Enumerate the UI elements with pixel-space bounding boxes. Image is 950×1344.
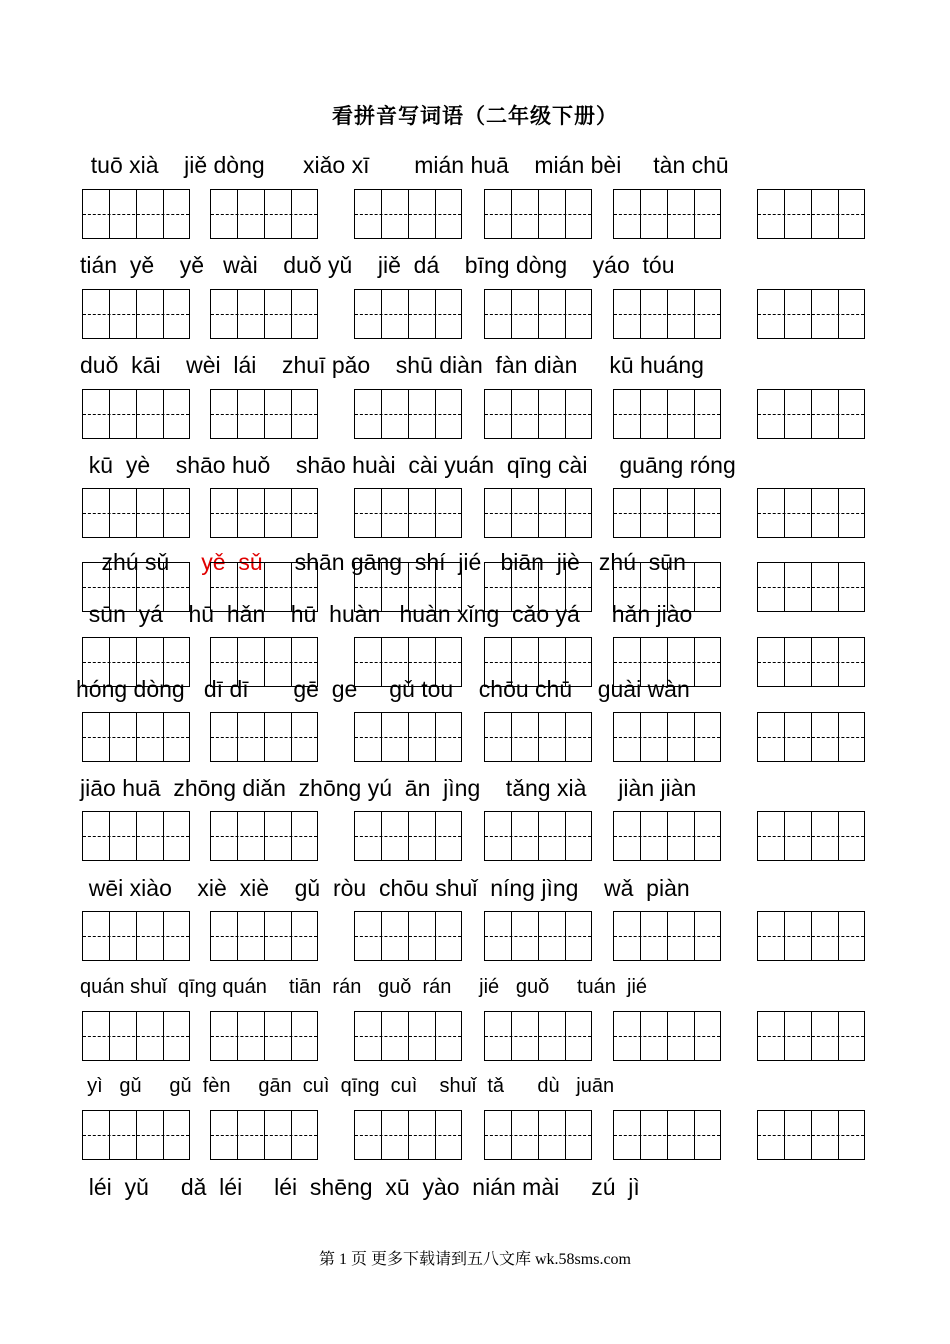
- grid-midline: [211, 513, 317, 514]
- writing-box[interactable]: [757, 189, 865, 239]
- grid-midline: [83, 414, 189, 415]
- writing-box[interactable]: [82, 488, 190, 538]
- writing-box[interactable]: [757, 289, 865, 339]
- writing-box[interactable]: [354, 389, 462, 439]
- writing-box[interactable]: [613, 811, 721, 861]
- writing-box[interactable]: [210, 488, 318, 538]
- writing-box[interactable]: [354, 911, 462, 961]
- grid-midline: [355, 737, 461, 738]
- grid-midline: [211, 936, 317, 937]
- writing-box[interactable]: [354, 189, 462, 239]
- writing-box[interactable]: [210, 911, 318, 961]
- writing-box[interactable]: [82, 1011, 190, 1061]
- writing-box[interactable]: [354, 637, 462, 687]
- writing-box[interactable]: [757, 811, 865, 861]
- writing-box[interactable]: [354, 562, 462, 612]
- writing-box[interactable]: [484, 562, 592, 612]
- pinyin-row-1: tuō xià jiě dòng xiǎo xī mián huā mián bèi tàn chū: [78, 152, 729, 178]
- writing-box[interactable]: [613, 562, 721, 612]
- writing-box[interactable]: [484, 1011, 592, 1061]
- grid-midline: [355, 214, 461, 215]
- grid-midline: [485, 414, 591, 415]
- writing-box[interactable]: [757, 562, 865, 612]
- grid-midline: [485, 662, 591, 663]
- grid-midline: [355, 587, 461, 588]
- grid-midline: [758, 737, 864, 738]
- writing-box[interactable]: [354, 1011, 462, 1061]
- writing-box[interactable]: [757, 1011, 865, 1061]
- grid-midline: [355, 936, 461, 937]
- grid-midline: [355, 836, 461, 837]
- grid-midline: [83, 936, 189, 937]
- grid-midline: [83, 662, 189, 663]
- grid-midline: [211, 314, 317, 315]
- writing-box[interactable]: [484, 488, 592, 538]
- grid-midline: [211, 1135, 317, 1136]
- grid-midline: [211, 737, 317, 738]
- grid-midline: [614, 1135, 720, 1136]
- grid-midline: [758, 214, 864, 215]
- pinyin-row-5-start: zhú sǔ: [88, 549, 202, 575]
- writing-box[interactable]: [82, 562, 190, 612]
- grid-midline: [614, 414, 720, 415]
- grid-midline: [614, 214, 720, 215]
- grid-midline: [758, 314, 864, 315]
- writing-box[interactable]: [354, 488, 462, 538]
- writing-box[interactable]: [82, 389, 190, 439]
- writing-box[interactable]: [484, 811, 592, 861]
- grid-midline: [211, 414, 317, 415]
- pinyin-row-2: tián yě yě wài duǒ yǔ jiě dá bīng dòng yáo tóu: [80, 252, 675, 278]
- grid-midline: [485, 1036, 591, 1037]
- grid-midline: [355, 1036, 461, 1037]
- writing-box[interactable]: [757, 637, 865, 687]
- writing-box[interactable]: [613, 389, 721, 439]
- writing-box[interactable]: [484, 289, 592, 339]
- writing-box[interactable]: [354, 1110, 462, 1160]
- page-footer: 第 1 页 更多下载请到五八文库 wk.58sms.com: [318, 1251, 631, 1268]
- writing-box[interactable]: [82, 811, 190, 861]
- writing-box[interactable]: [210, 389, 318, 439]
- grid-midline: [758, 662, 864, 663]
- grid-midline: [355, 1135, 461, 1136]
- writing-box[interactable]: [757, 488, 865, 538]
- writing-box[interactable]: [210, 1011, 318, 1061]
- pinyin-row-9: wēi xiào xiè xiè gǔ ròu chōu shuǐ níng jìng wǎ piàn: [76, 875, 690, 901]
- writing-box[interactable]: [613, 289, 721, 339]
- grid-midline: [83, 214, 189, 215]
- writing-box[interactable]: [613, 637, 721, 687]
- grid-midline: [211, 836, 317, 837]
- writing-box[interactable]: [757, 389, 865, 439]
- grid-midline: [485, 587, 591, 588]
- writing-box[interactable]: [82, 911, 190, 961]
- grid-midline: [355, 314, 461, 315]
- grid-midline: [485, 214, 591, 215]
- grid-midline: [485, 314, 591, 315]
- writing-box[interactable]: [757, 911, 865, 961]
- grid-midline: [485, 1135, 591, 1136]
- pinyin-row-3: duǒ kāi wèi lái zhuī pǎo shū diàn fàn diàn kū huáng: [80, 352, 704, 378]
- writing-box[interactable]: [354, 289, 462, 339]
- grid-midline: [83, 1135, 189, 1136]
- writing-box[interactable]: [354, 712, 462, 762]
- grid-midline: [83, 587, 189, 588]
- grid-midline: [83, 314, 189, 315]
- writing-box[interactable]: [210, 289, 318, 339]
- pinyin-row-5-end: shān gāng shí jié biān jiè zhú sūn: [262, 549, 686, 575]
- writing-box[interactable]: [484, 389, 592, 439]
- grid-midline: [355, 662, 461, 663]
- grid-midline: [614, 587, 720, 588]
- writing-box[interactable]: [82, 1110, 190, 1160]
- grid-midline: [758, 513, 864, 514]
- writing-box[interactable]: [82, 712, 190, 762]
- writing-box[interactable]: [210, 712, 318, 762]
- writing-box[interactable]: [613, 189, 721, 239]
- writing-box[interactable]: [484, 712, 592, 762]
- grid-midline: [83, 836, 189, 837]
- writing-box[interactable]: [484, 637, 592, 687]
- grid-midline: [614, 936, 720, 937]
- grid-midline: [355, 513, 461, 514]
- grid-midline: [485, 513, 591, 514]
- writing-box[interactable]: [82, 189, 190, 239]
- grid-midline: [614, 513, 720, 514]
- pinyin-row-12: léi yǔ dǎ léi léi shēng xū yào nián mài zú jì: [76, 1174, 640, 1200]
- grid-midline: [83, 513, 189, 514]
- grid-midline: [758, 414, 864, 415]
- writing-box[interactable]: [210, 637, 318, 687]
- writing-box[interactable]: [757, 1110, 865, 1160]
- highlighted-pinyin: yě sǔ: [201, 549, 263, 575]
- grid-midline: [211, 587, 317, 588]
- writing-box[interactable]: [613, 712, 721, 762]
- writing-box[interactable]: [613, 488, 721, 538]
- writing-box[interactable]: [210, 811, 318, 861]
- grid-midline: [485, 836, 591, 837]
- pinyin-row-6: sūn yá hū hǎn hū huàn huàn xǐng cǎo yá hǎn jiào: [76, 601, 693, 627]
- grid-midline: [83, 737, 189, 738]
- writing-box[interactable]: [354, 811, 462, 861]
- grid-midline: [758, 936, 864, 937]
- writing-box[interactable]: [613, 1011, 721, 1061]
- grid-midline: [211, 214, 317, 215]
- grid-midline: [211, 1036, 317, 1037]
- writing-box[interactable]: [613, 1110, 721, 1160]
- writing-box[interactable]: [484, 1110, 592, 1160]
- pinyin-row-4: kū yè shāo huǒ shāo huài cài yuán qīng cài guāng róng: [76, 452, 736, 478]
- grid-midline: [485, 936, 591, 937]
- grid-midline: [614, 314, 720, 315]
- page-title: 看拼音写词语（二年级下册）: [332, 104, 618, 128]
- grid-midline: [758, 1135, 864, 1136]
- writing-box[interactable]: [484, 189, 592, 239]
- writing-box[interactable]: [210, 1110, 318, 1160]
- grid-midline: [83, 1036, 189, 1037]
- grid-midline: [758, 1036, 864, 1037]
- writing-box[interactable]: [210, 189, 318, 239]
- grid-midline: [758, 836, 864, 837]
- pinyin-row-11: yì gǔ gǔ fèn gān cuì qīng cuì shuǐ tǎ dù juān: [76, 1075, 615, 1097]
- pinyin-row-10: quán shuǐ qīng quán tiān rán guǒ rán jié guǒ tuán jié: [80, 976, 648, 998]
- writing-box[interactable]: [210, 562, 318, 612]
- grid-midline: [614, 662, 720, 663]
- grid-midline: [485, 737, 591, 738]
- writing-box[interactable]: [82, 637, 190, 687]
- grid-midline: [614, 737, 720, 738]
- grid-midline: [614, 836, 720, 837]
- writing-box[interactable]: [82, 289, 190, 339]
- grid-midline: [355, 414, 461, 415]
- writing-box[interactable]: [613, 911, 721, 961]
- grid-midline: [614, 1036, 720, 1037]
- pinyin-row-8: jiāo huā zhōng diǎn zhōng yú ān jìng tǎng xià jiàn jiàn: [80, 775, 697, 801]
- writing-box[interactable]: [757, 712, 865, 762]
- writing-box[interactable]: [484, 911, 592, 961]
- pinyin-row-7: hóng dòng dī dī gē ge gǔ tou chōu chū guài wàn: [76, 676, 690, 702]
- grid-midline: [758, 587, 864, 588]
- grid-midline: [211, 662, 317, 663]
